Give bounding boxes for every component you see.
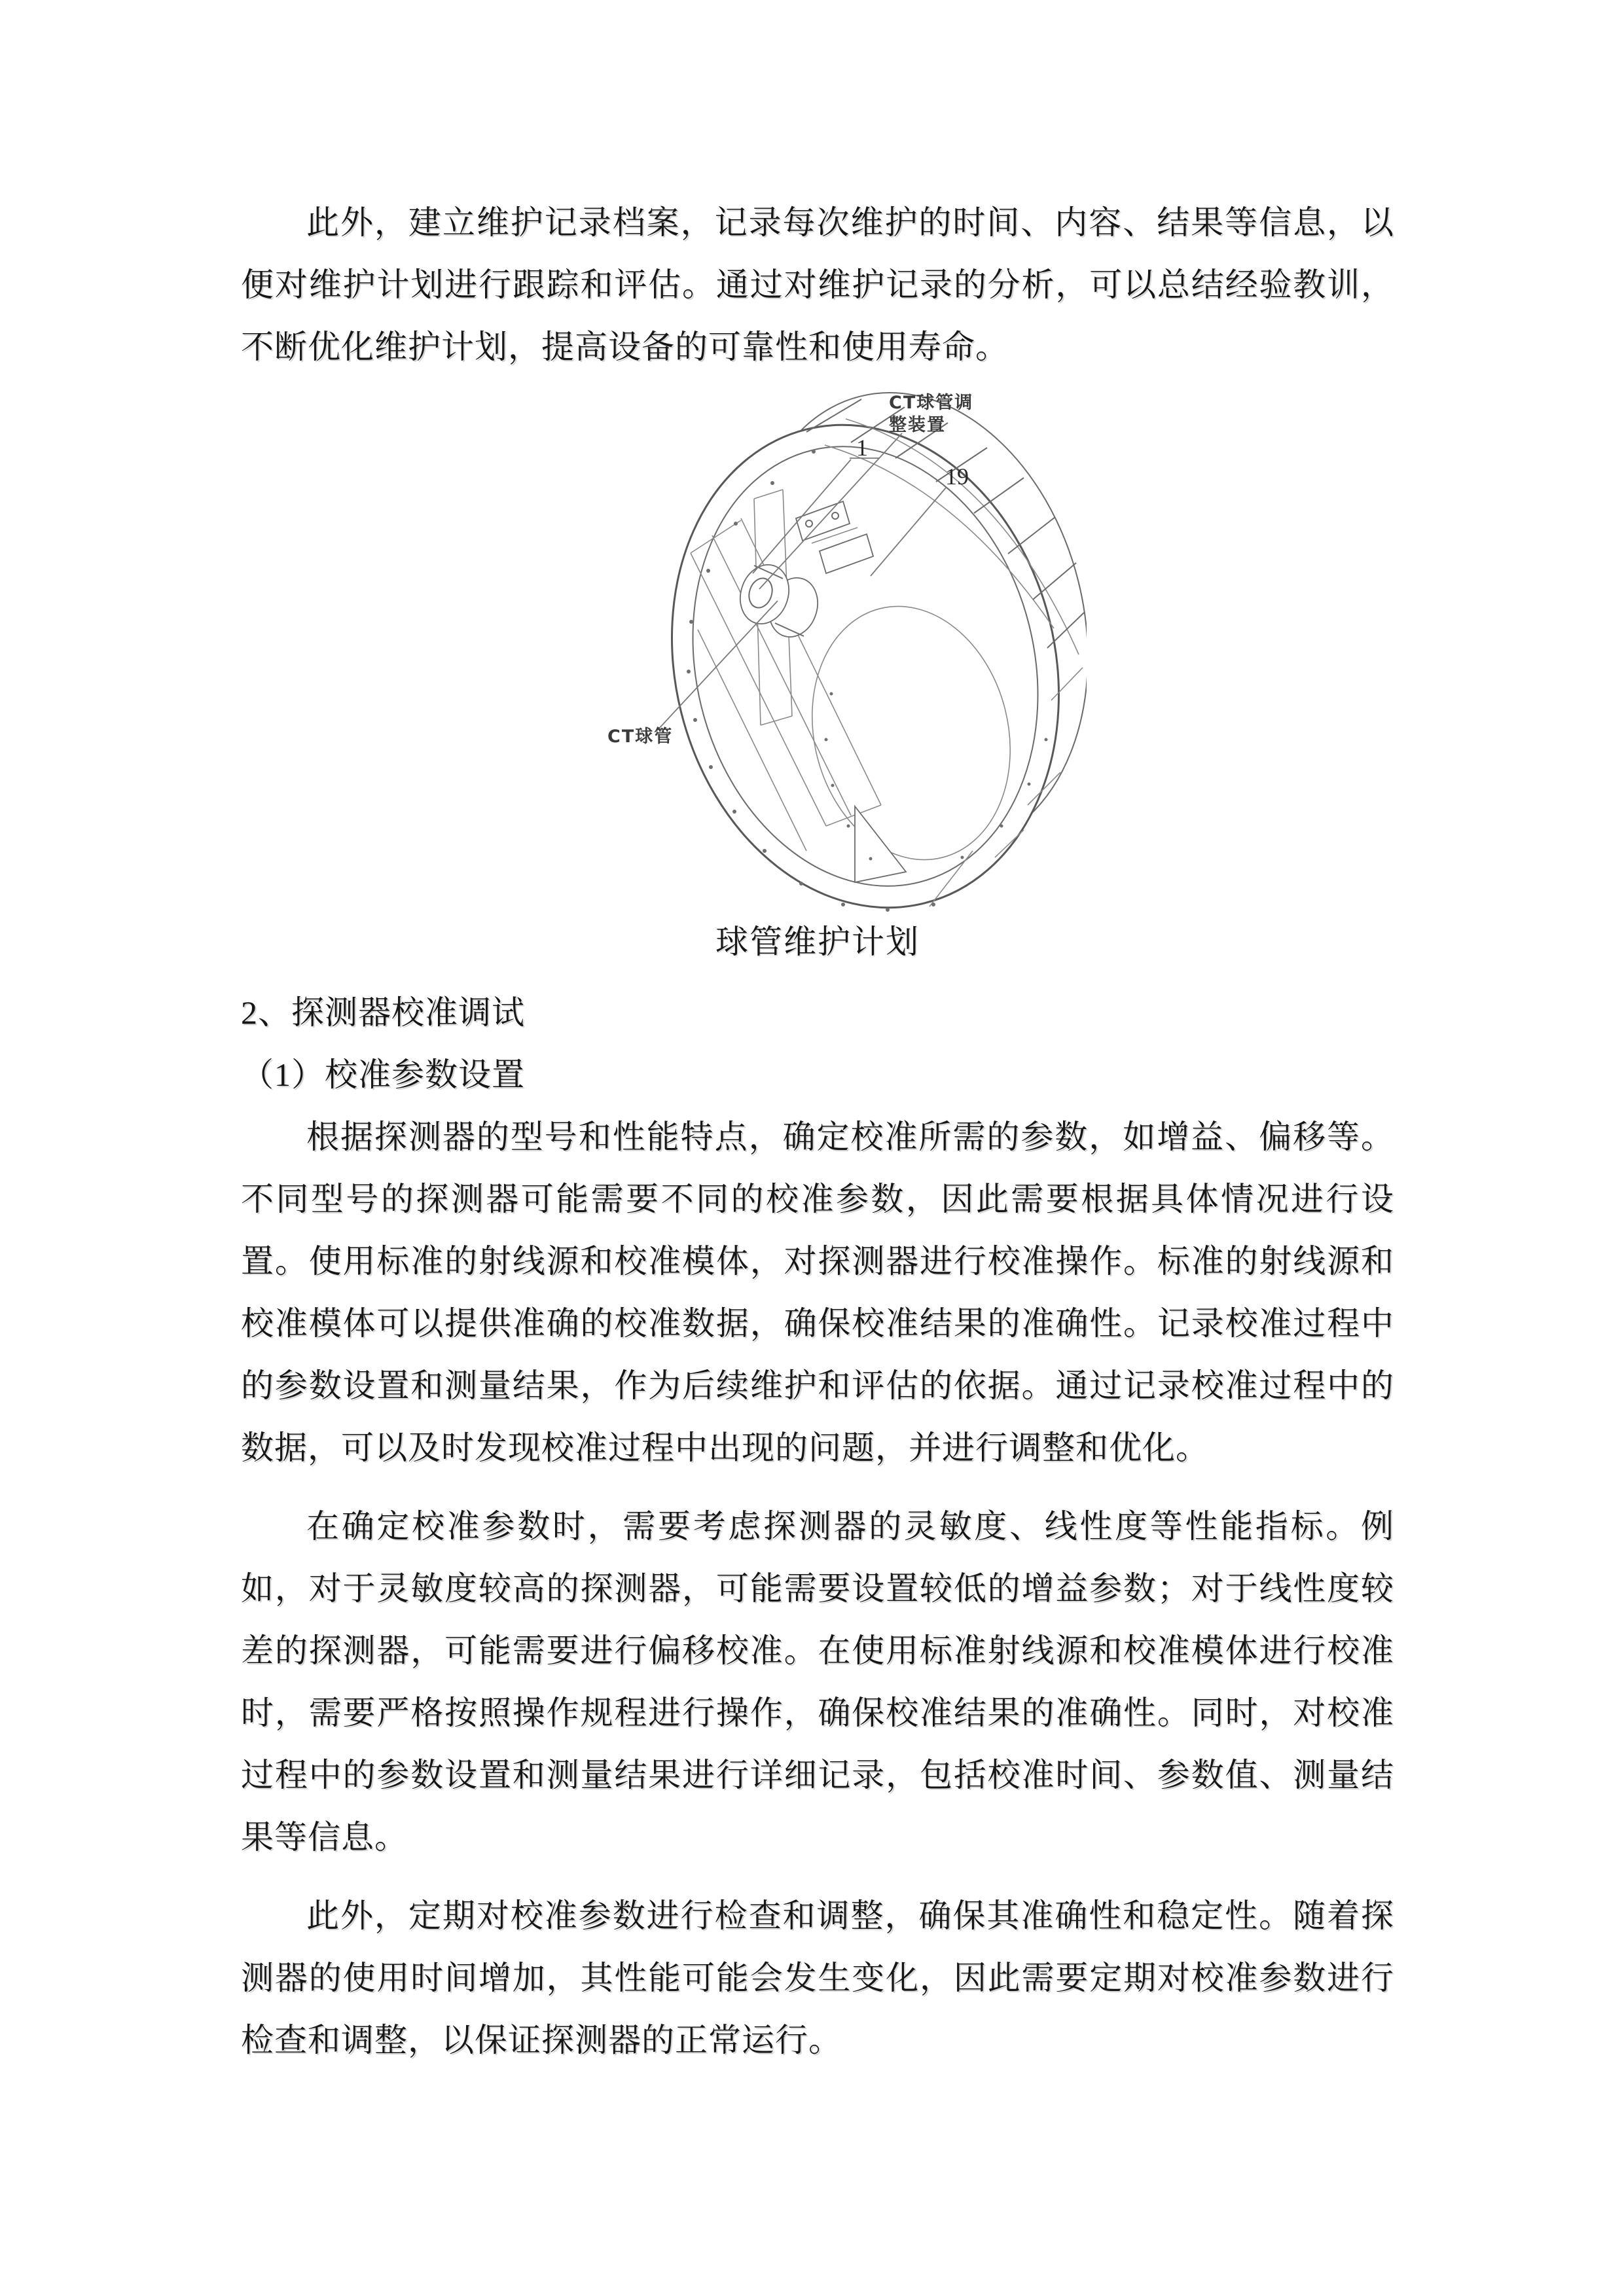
paragraph-periodic-check: 此外，定期对校准参数进行检查和调整，确保其准确性和稳定性。随着探测器的使用时间增加，其性能可能会发生变化，因此需要定期对校准参数进行检查和调整，以保证探测器的正常运行。 xyxy=(241,1897,1394,2058)
figure-caption: 球管维护计划 xyxy=(715,924,920,960)
section-heading-2: 2、探测器校准调试 xyxy=(241,994,525,1031)
paragraph-calibration-params: 根据探测器的型号和性能特点，确定校准所需的参数，如增益、偏移等。不同型号的探测器可能需要不同的校准参数，因此需要根据具体情况进行设置。使用标准的射线源和校准模体，对探测器进行校准操作。标准的射线源和校准模体可以提供准确的校准数据，确保校准结果的准确性。记录校准过程中的参数设置和测量结果，作为后续维护和评估的依据。通过记录校准过程中的数据，可以及时发现校准过程中出现的问题，并进行调整和优化。 xyxy=(241,1119,1394,1466)
figure-label-adjust-device-line2: 整装置 xyxy=(889,415,946,435)
paragraph-maintenance-records: 此外，建立维护记录档案，记录每次维护的时间、内容、结果等信息，以便对维护计划进行跟踪和评估。通过对维护记录的分析，可以总结经验教训，不断优化维护计划，提高设备的可靠性和使用寿命。 xyxy=(241,204,1394,365)
ct-gantry-diagram xyxy=(602,378,1087,922)
paragraph-param-considerations: 在确定校准参数时，需要考虑探测器的灵敏度、线性度等性能指标。例如，对于灵敏度较高的探测器，可能需要设置较低的增益参数；对于线性度较差的探测器，可能需要进行偏移校准。在使用标准射线源和校准模体进行校准时，需要严格按照操作规程进行操作，确保校准结果的准确性。同时，对校准过程中的参数设置和测量结果进行详细记录，包括校准时间、参数值、测量结果等信息。 xyxy=(241,1508,1394,1856)
figure-drawing-area xyxy=(241,378,1394,922)
figure-label-ref-1: 1 xyxy=(856,435,868,461)
figure-label-adjust-device-line1: CT球管调 xyxy=(889,393,974,413)
figure-label-ref-19: 19 xyxy=(945,463,969,490)
figure-block xyxy=(241,378,1394,962)
figure-label-ct-tube: CT球管 xyxy=(607,726,674,747)
subsection-heading-2-1: （1）校准参数设置 xyxy=(241,1056,525,1093)
